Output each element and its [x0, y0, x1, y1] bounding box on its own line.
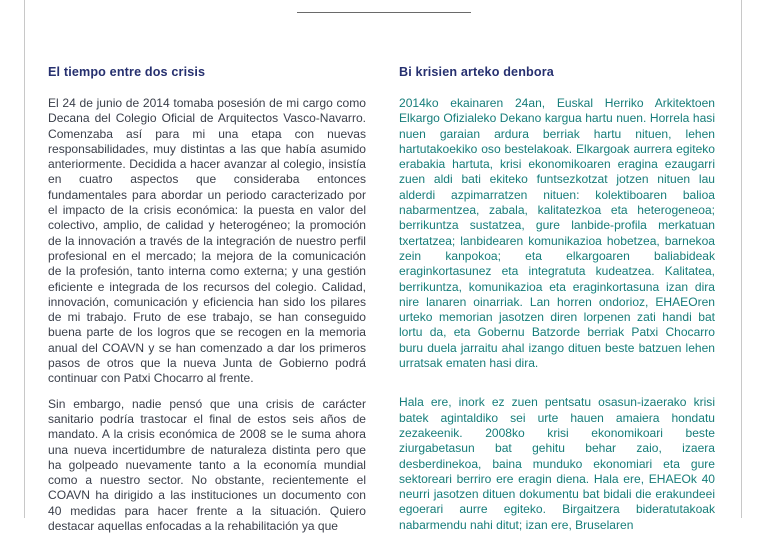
spanish-paragraph-2: Sin embargo, nadie pensó que una crisis de carácter sanitario podría trastocar el final de estos seis años de mandato. A la crisis económica de 2008 se le suma ahora una nueva incertidumbre de naturaleza distinta pero que ha golpeado nuevamente tanto a la economía mundial como a nuestro sector. No obstante, recientemente el COAVN ha dirigido a las instituciones un documento con 40 medidas para hacer frente a la situación. Quiero destacar aquellas enfocadas a la rehabilitación ya que	[48, 396, 366, 534]
basque-paragraph-2: Hala ere, inork ez zuen pentsatu osasun-izaerako krisi batek agintaldiko sei urte hauen amaiera hondatu zezakeenik. 2008ko krisi ekonomikoari beste ziurgabetasun bat gehitu behar zaio, izaera desberdinekoa, baina munduko ekonomiari eta gure sektoreari berriro ere eragin diena. Hala ere, EHAEOk 40 neurri jasotzen dituen dokumentu bat bidali die erakundeei egoerari aurre egiteko. Birgaitzera bideratutakoak nabarmendu nahi ditut; izan ere, Bruselaren	[399, 395, 715, 532]
basque-paragraph-1: 2014ko ekainaren 24an, Euskal Herriko Arkitektoen Elkargo Ofizialeko Dekano kargua hartu nuen. Horrela hasi nuen garaian ardura berriak hartu nituen, lehen hartutakoekiko oso bestelakoak. Elkargoak aurrera egiteko erabakia hartuta, krisi ekonomikoaren eragina ezaugarri zuen aldi bati ekiteko funtsezkotzat jotzen nituen lau alderdi azpimarratzen nituen: kolektiboaren balioa nabarmentzea, zabala, kalitatezkoa eta heterogeneoa; berrikuntza sustatzea, gure lanbide-profila merkatuan txertatzea; lanbidearen komunikazioa hobetzea, barnekoa zein kanpokoa; eta elkargoaren baliabideak eraginkortasunez eta integratuta kudeatzea. Kalitatea, berrikuntza, komunikazioa eta eraginkortasuna izan dira nire lanaren oinarriak. Lan horren ondorioz, EHAEOren urteko memorian jasotzen diren lorpenen zati handi bat lortu da, eta Gobernu Batzorde berriak Patxi Chocarro buru duela jarraitu ahal izango dituen beste batzuen lehen urratsak ematen hasi dira.	[399, 96, 715, 371]
basque-heading: Bi krisien arteko denbora	[399, 65, 554, 79]
spanish-column	[48, 64, 366, 534]
basque-column	[399, 64, 715, 533]
spanish-heading: El tiempo entre dos crisis	[48, 65, 206, 79]
spanish-paragraph-1: El 24 de junio de 2014 tomaba posesión de mi cargo como Decana del Colegio Oficial de Arquitectos Vasco-Navarro. Comenzaba así para mi una etapa con nuevas responsabilidades, muy distintas a las que había asumido anteriormente. Decidida a hacer avanzar al colegio, insistía en cuatro aspectos que consideraba entonces fundamentales para abordar un periodo caracterizado por el impacto de la crisis económica: la puesta en valor del colectivo, amplio, de calidad y heterogéneo; la promoción de la innovación a través de la integración de nuestro perfil profesional en el mercado; la mejora de la comunicación de la profesión, tanto interna como externa; y una gestión eficiente e integrada de los recursos del colegio. Calidad, innovación, comunicación y eficiencia han sido los pilares de mi trabajo. Fruto de ese trabajo, se han conseguido buena parte de los logros que se recogen en la memoria anual del COAVN y se han comenzado a dar los primeros pasos de otros que la nueva Junta de Gobierno podrá continuar con Patxi Chocarro al frente.	[48, 96, 366, 386]
top-divider	[297, 12, 471, 13]
